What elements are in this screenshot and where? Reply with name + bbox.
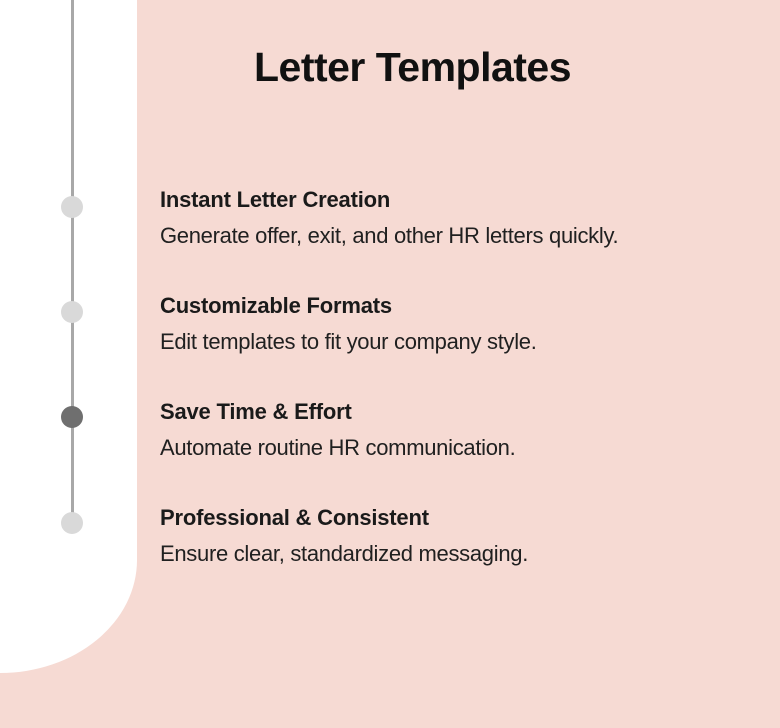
- section-description: Edit templates to fit your company style.: [160, 329, 537, 354]
- timeline-dot-2: [61, 301, 83, 323]
- left-white-panel: [0, 0, 137, 673]
- section-save-time-effort: [160, 397, 665, 462]
- section-professional-consistent: [160, 503, 665, 568]
- timeline-dot-1: [61, 196, 83, 218]
- section-customizable-formats: [160, 291, 665, 356]
- section-description: Generate offer, exit, and other HR letters quickly.: [160, 223, 619, 248]
- content-column: [160, 0, 665, 728]
- section-heading: Instant Letter Creation: [160, 187, 391, 212]
- section-heading: Professional & Consistent: [160, 505, 429, 530]
- section-instant-letter-creation: [160, 185, 665, 250]
- timeline-dot-3: [61, 406, 83, 428]
- section-description: Automate routine HR communication.: [160, 435, 516, 460]
- timeline-dot-4: [61, 512, 83, 534]
- page-title: Letter Templates: [253, 44, 572, 90]
- section-heading: Save Time & Effort: [160, 399, 352, 424]
- timeline-line: [71, 0, 74, 523]
- section-description: Ensure clear, standardized messaging.: [160, 541, 529, 566]
- section-heading: Customizable Formats: [160, 293, 392, 318]
